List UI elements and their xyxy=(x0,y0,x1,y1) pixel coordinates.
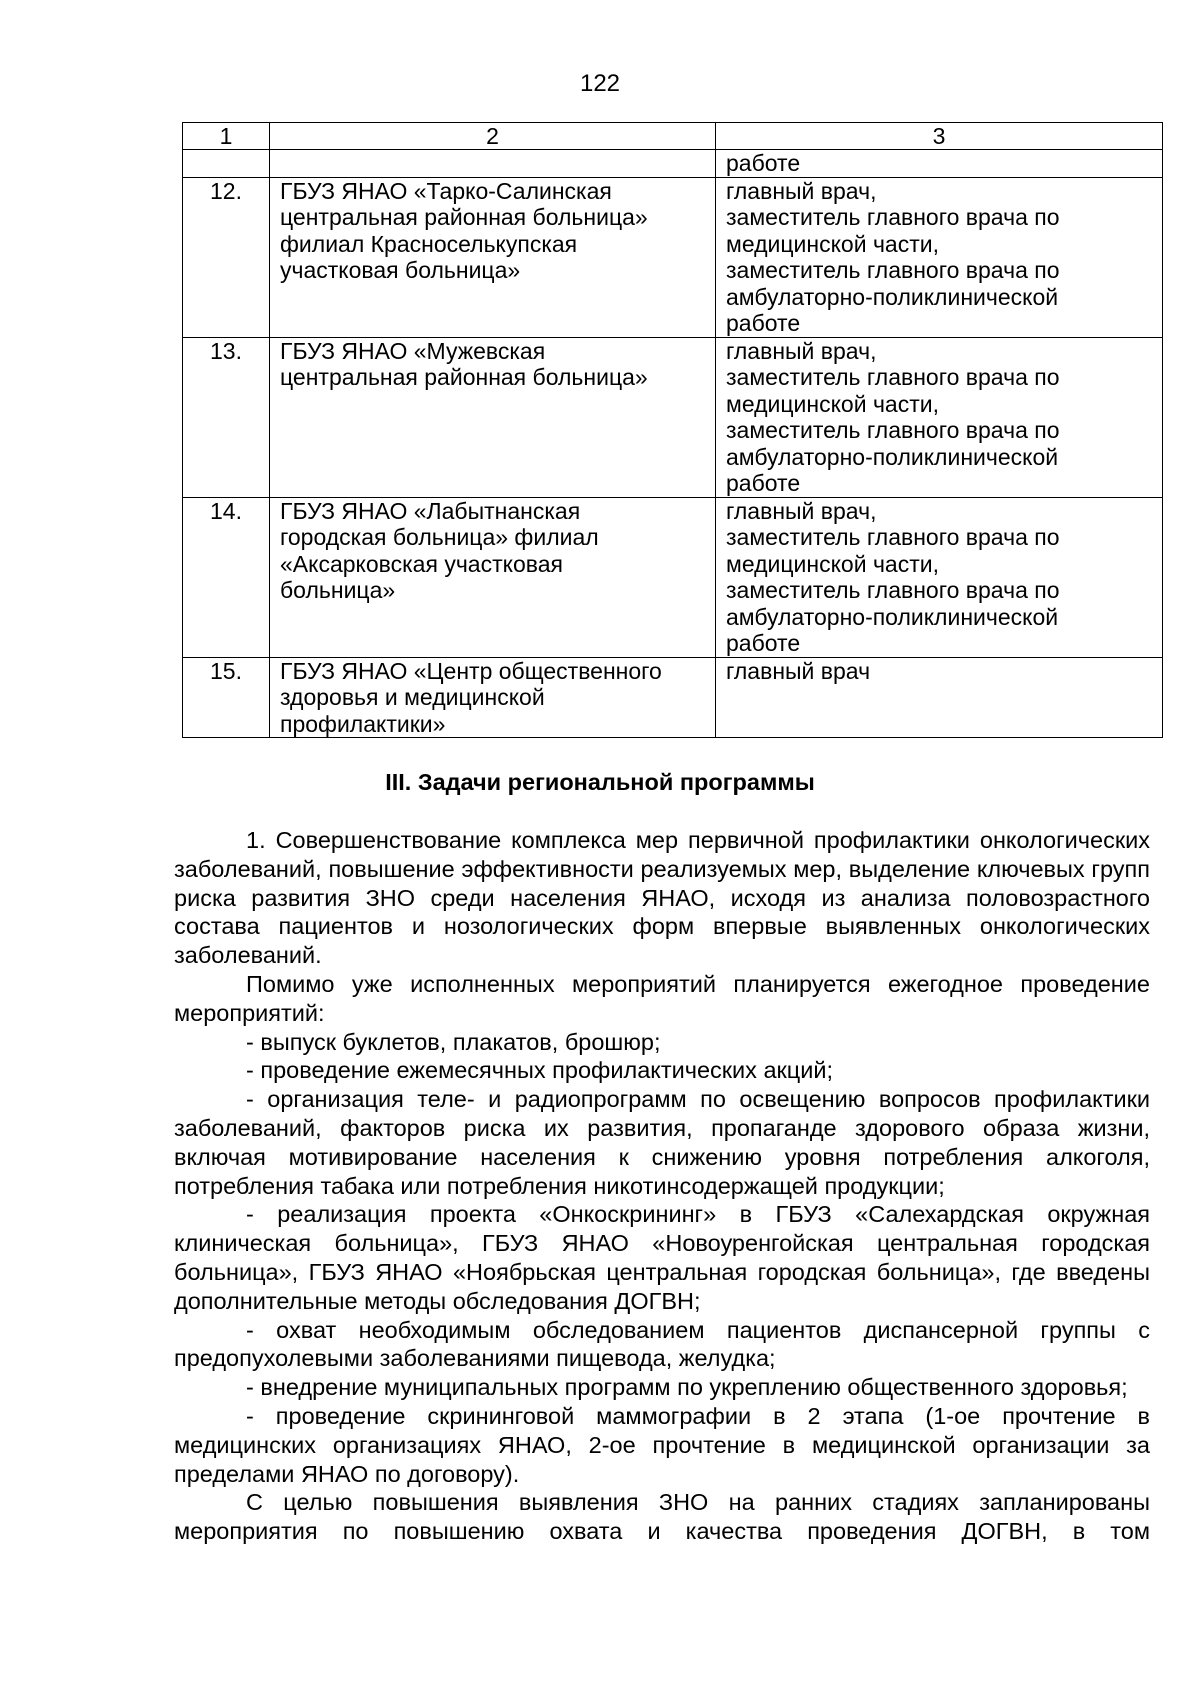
position-line: заместитель главного врача по xyxy=(726,204,1060,230)
position-line: медицинской части, xyxy=(726,550,939,577)
row-number: 15. xyxy=(183,657,270,738)
position-line: амбулаторно-поликлинической xyxy=(726,603,1059,630)
paragraph: - реализация проекта «Онкоскрининг» в ГБУЗ «Салехардская окружная клиническая больница», ГБУЗ ЯНАО «Новоуренгойская центральная городская больница», ГБУЗ ЯНАО «Ноябрьская центральная городская больница», где введены дополнительные методы обследования ДОГВН; xyxy=(174,1201,1150,1314)
position-line: главный врач, xyxy=(726,497,877,524)
position-line: работе xyxy=(726,150,801,176)
responsible-positions xyxy=(716,150,1163,178)
table-row xyxy=(183,497,1163,657)
institution-name-line: «Аксарковская участковая xyxy=(280,550,563,577)
institution-name-line: ГБУЗ ЯНАО «Тарко-Салинская xyxy=(280,177,612,204)
paragraph: - проведение скрининговой маммографии в 2 этапа (1-ое прочтение в медицинских организациях ЯНАО, 2-ое прочтение в медицинской организации за пределами ЯНАО по договору). xyxy=(174,1402,1150,1487)
table-row xyxy=(183,177,1163,337)
position-line: работе xyxy=(726,310,801,336)
paragraph: - организация теле- и радиопрограмм по освещению вопросов профилактики заболеваний, факторов риска их развития, пропаганде здорового образа жизни, включая мотивирование населения к снижению уровня потребления алкоголя, потребления табака или потребления никотинсодержащей продукции; xyxy=(174,1086,1150,1199)
table-row xyxy=(183,337,1163,497)
paragraph: С целью повышения выявления ЗНО на ранних стадиях запланированы мероприятия по повышению охвата и качества проведения ДОГВН, в том xyxy=(174,1489,1150,1545)
responsible-positions xyxy=(716,337,1163,497)
institution-name-line: филиал Красноселькупская xyxy=(280,230,578,257)
position-line: работе xyxy=(726,470,801,496)
row-number: 12. xyxy=(183,177,270,337)
section-heading: III. Задачи региональной программы xyxy=(385,769,815,795)
position-line: главный врач xyxy=(726,657,871,684)
institution-name-line: ГБУЗ ЯНАО «Лабытнанская xyxy=(280,497,581,524)
position-line: работе xyxy=(726,630,801,656)
row-number xyxy=(183,150,270,178)
institution-name-line: ГБУЗ ЯНАО «Мужевская xyxy=(280,337,546,364)
position-line: амбулаторно-поликлинической xyxy=(726,283,1059,310)
institution-name-line: центральная районная больница» xyxy=(280,364,648,390)
position-line: медицинской части, xyxy=(726,230,939,257)
position-line: заместитель главного врача по xyxy=(726,577,1060,603)
institution-name xyxy=(270,497,716,657)
paragraph: - внедрение муниципальных программ по укреплению общественного здоровья; xyxy=(246,1374,1128,1401)
institution-name xyxy=(270,150,716,178)
position-line: главный врач, xyxy=(726,337,877,364)
institution-name-line: городская больница» филиал xyxy=(280,524,599,550)
position-line: заместитель главного врача по xyxy=(726,364,1060,390)
institution-name xyxy=(270,177,716,337)
row-number: 13. xyxy=(183,337,270,497)
paragraph: - охват необходимым обследованием пациентов диспансерной группы с предопухолевыми заболеваниями пищевода, желудка; xyxy=(174,1316,1150,1372)
institution-name-line: профилактики» xyxy=(280,710,446,737)
position-line: медицинской части, xyxy=(726,390,939,417)
paragraph: 1. Совершенствование комплекса мер первичной профилактики онкологических заболеваний, повышение эффективности реализуемых мер, выделение ключевых групп риска развития ЗНО среди населения ЯНАО, исходя из анализа половозрастного состава пациентов и нозологических форм впервые выявленных онкологических заболеваний. xyxy=(174,827,1150,969)
institution-name-line: центральная районная больница» xyxy=(280,204,648,230)
table-row xyxy=(183,657,1163,738)
responsible-positions xyxy=(716,657,1163,738)
paragraph: Помимо уже исполненных мероприятий планируется ежегодное проведение мероприятий: xyxy=(174,970,1150,1026)
institution-name-line: больница» xyxy=(280,577,396,603)
table-header-row xyxy=(183,123,1163,150)
table-row-continuation xyxy=(183,150,1163,178)
header-cell-3: 3 xyxy=(716,123,1163,150)
position-line: заместитель главного врача по xyxy=(726,417,1060,443)
body-text xyxy=(174,826,1150,1546)
position-line: главный врач, xyxy=(726,177,877,204)
position-line: амбулаторно-поликлинической xyxy=(726,443,1059,470)
row-number: 14. xyxy=(183,497,270,657)
institution-name-line: здоровья и медицинской xyxy=(280,684,545,710)
position-line: заместитель главного врача по xyxy=(726,257,1060,283)
responsible-positions xyxy=(716,497,1163,657)
header-cell-1: 1 xyxy=(183,123,270,150)
institution-name-line: ГБУЗ ЯНАО «Центр общественного xyxy=(280,657,662,684)
paragraph: - проведение ежемесячных профилактических акций; xyxy=(246,1057,834,1084)
position-line: заместитель главного врача по xyxy=(726,524,1060,550)
institutions-table xyxy=(182,122,1163,738)
institution-name xyxy=(270,337,716,497)
paragraph: - выпуск буклетов, плакатов, брошюр; xyxy=(246,1028,661,1055)
responsible-positions xyxy=(716,177,1163,337)
institution-name xyxy=(270,657,716,738)
institution-name-line: участковая больница» xyxy=(280,257,521,283)
page-number: 122 xyxy=(579,70,621,97)
header-cell-2: 2 xyxy=(270,123,716,150)
